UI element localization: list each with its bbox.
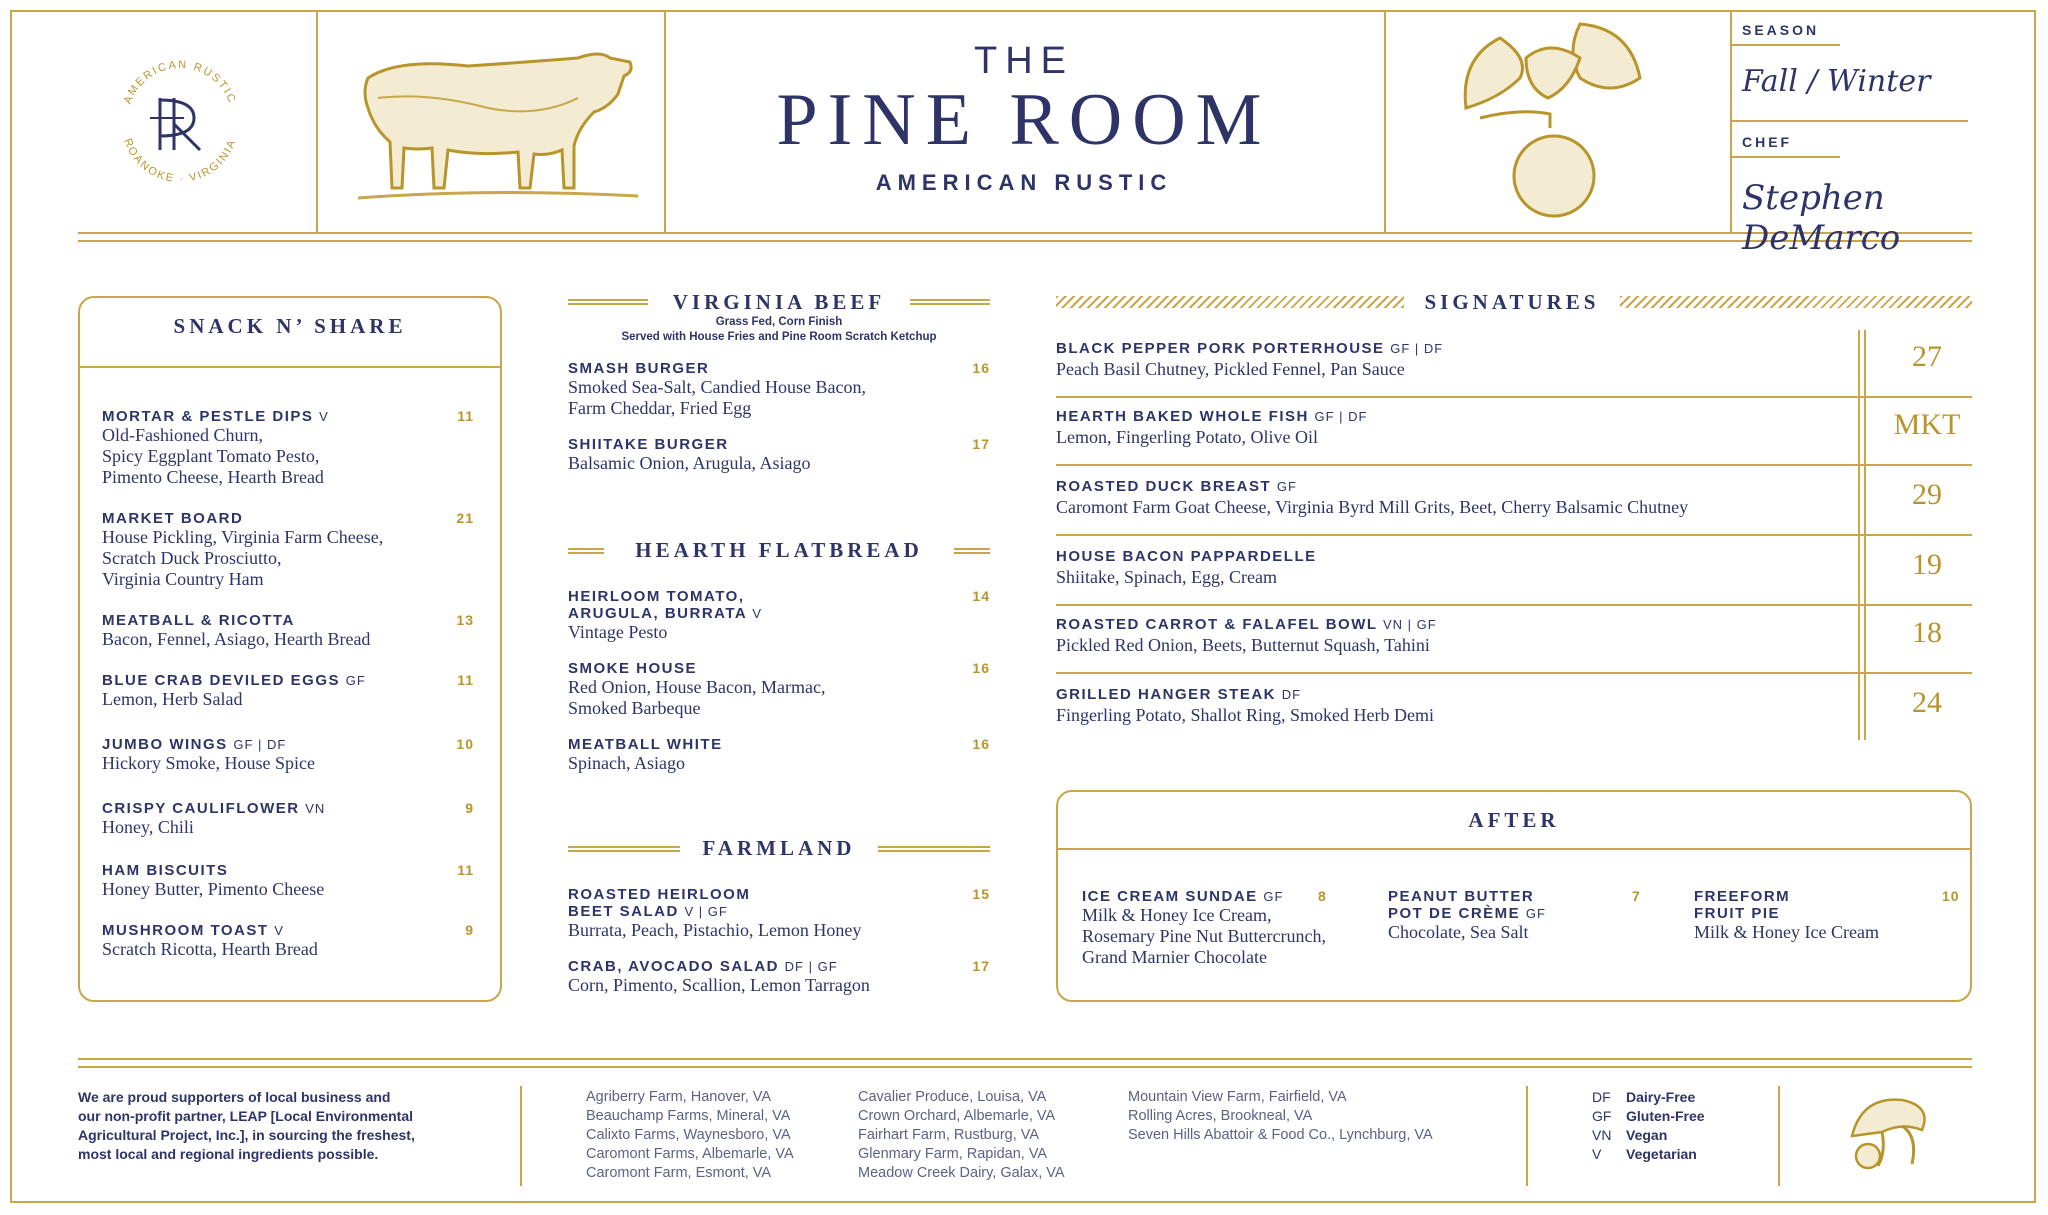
item-name [568, 736, 990, 753]
dietary-tag: GF | DF [1314, 409, 1368, 424]
svg-text:ROANOKE · VIRGINIA: ROANOKE · VIRGINIA [121, 136, 239, 186]
item-price: 16 [972, 360, 990, 376]
item-name-text: CRISPY CAULIFLOWER [102, 800, 300, 817]
item-description: Smoked Sea-Salt, Candied House Bacon, [568, 377, 866, 397]
flatbread-title: HEARTH FLATBREAD [635, 538, 923, 562]
item-price: 29 [1912, 478, 1942, 511]
item-description: Spinach, Asiago [568, 753, 685, 773]
farmland-title: FARMLAND [702, 836, 856, 860]
dessert-item [1388, 888, 1652, 943]
item-description: Corn, Pimento, Scallion, Lemon Tarragon [568, 975, 870, 995]
item-price: 17 [972, 958, 990, 974]
beef-item [568, 360, 990, 419]
item-name [568, 360, 990, 377]
item-name-text: MEATBALL & RICOTTA [102, 612, 295, 629]
item-price: 9 [465, 922, 474, 938]
chef-name: Stephen DeMarco [1742, 178, 1901, 258]
item-description: Pimento Cheese, Hearth Bread [102, 467, 324, 487]
item-description: Bacon, Fennel, Asiago, Hearth Bread [102, 629, 371, 649]
footer-divider [1526, 1086, 1528, 1186]
dietary-tag: GF [1525, 906, 1546, 921]
snack-item [102, 800, 474, 838]
item-price: 19 [1912, 548, 1942, 581]
footer-divider [1778, 1086, 1780, 1186]
diet-legend: DF Dairy-Free GF Gluten-Free VN Vegan V Vegetarian [1592, 1089, 1705, 1162]
item-name-text: MEATBALL WHITE [568, 736, 723, 753]
restaurant-tagline: AMERICAN RUSTIC [875, 170, 1173, 195]
item-name [1694, 888, 1962, 922]
signature-item [1056, 616, 1972, 656]
item-name [102, 612, 474, 629]
item-description: Red Onion, House Bacon, Marmac, [568, 677, 826, 697]
item-price: 13 [456, 612, 474, 628]
season-rule [1732, 120, 1968, 122]
item-description: Virginia Country Ham [102, 569, 264, 589]
item-description: Scratch Duck Prosciutto, [102, 548, 282, 568]
item-name-text: SMASH BURGER [568, 360, 710, 377]
item-name [568, 886, 990, 920]
item-price: 14 [972, 588, 990, 604]
header-bottom-rule [78, 240, 1972, 242]
signature-item [1056, 548, 1972, 588]
snack-item [102, 672, 474, 710]
restaurant-name: PINE ROOM [776, 79, 1272, 161]
item-description: Pickled Red Onion, Beets, Butternut Squash, Tahini [1056, 635, 1430, 655]
item-price: 11 [457, 862, 474, 878]
signature-item [1056, 686, 1972, 726]
signatures-hatch [1056, 296, 1404, 308]
item-name-text: HAM BISCUITS [102, 862, 229, 879]
mushroom-illustration-icon [1842, 1086, 1942, 1172]
item-name-text: ARUGULA, BURRATA [568, 605, 747, 622]
item-description: Hickory Smoke, House Spice [102, 753, 315, 773]
item-description: Milk & Honey Ice Cream, [1082, 905, 1272, 925]
item-description: Grand Marnier Chocolate [1082, 947, 1267, 967]
item-description: Balsamic Onion, Arugula, Asiago [568, 453, 811, 473]
farm-list: Agriberry Farm, Hanover, VA Beauchamp Farms, Mineral, VA Calixto Farms, Waynesboro, VA Caromont Farms, Albemarle, VA Caromont Farm, Esmont, VA [586, 1089, 794, 1181]
dietary-tag: V [274, 923, 284, 938]
signatures-hatch [1620, 296, 1972, 308]
title-the: THE [974, 40, 1074, 82]
item-name [1056, 478, 1972, 495]
flatbread-item [568, 660, 990, 719]
item-price: 21 [456, 510, 474, 526]
item-name-text: FREEFORM [1694, 888, 1791, 905]
dietary-tag: GF [1263, 889, 1284, 904]
item-description: House Pickling, Virginia Farm Cheese, [102, 527, 384, 547]
item-name [102, 862, 474, 879]
item-name [568, 588, 990, 622]
item-name-text: MUSHROOM TOAST [102, 922, 269, 939]
item-description: Chocolate, Sea Salt [1388, 922, 1529, 942]
beef-subtitle: Grass Fed, Corn Finish [715, 316, 843, 328]
item-name [102, 922, 474, 939]
beef-subtitle: Served with House Fries and Pine Room Scratch Ketchup [621, 331, 937, 343]
item-name [1056, 616, 1972, 633]
item-name [1056, 340, 1972, 357]
flatbread-item [568, 736, 990, 774]
header-top-rule [10, 10, 2036, 12]
item-price: 17 [972, 436, 990, 452]
apple-illustration-icon [1440, 18, 1670, 218]
beef-item [568, 436, 990, 474]
dietary-tag: VN [305, 801, 326, 816]
item-price: 24 [1912, 686, 1942, 719]
snack-item [102, 862, 474, 900]
item-name-text: BEET SALAD [568, 903, 679, 920]
after-title-rule [1056, 848, 1972, 850]
item-description: Old-Fashioned Churn, [102, 425, 263, 445]
item-price: 8 [1318, 888, 1327, 904]
signatures-title: SIGNATURES [1424, 290, 1600, 314]
item-name [1056, 408, 1972, 425]
item-name [102, 510, 474, 527]
item-name [102, 800, 474, 817]
item-price: 10 [456, 736, 474, 752]
item-name [1056, 548, 1972, 565]
row-divider [1056, 534, 1972, 536]
item-description: Scratch Ricotta, Hearth Bread [102, 939, 318, 959]
item-name [1082, 888, 1338, 905]
dietary-tag: GF | DF [1390, 341, 1444, 356]
item-name-text: HOUSE BACON PAPPARDELLE [1056, 548, 1317, 565]
item-description: Farm Cheddar, Fried Egg [568, 398, 752, 418]
snack-item [102, 510, 474, 590]
item-description: Fingerling Potato, Shallot Ring, Smoked Herb Demi [1056, 705, 1434, 725]
item-description: Honey Butter, Pimento Cheese [102, 879, 325, 899]
snack-title: SNACK N’ SHARE [173, 314, 407, 338]
farm-list: Mountain View Farm, Fairfield, VA Rolling Acres, Brookneal, VA Seven Hills Abattoir & Food Co., Lynchburg, VA [1128, 1089, 1433, 1143]
item-description: Lemon, Fingerling Potato, Olive Oil [1056, 427, 1318, 447]
item-name [1388, 888, 1652, 922]
dietary-tag: GF [345, 673, 366, 688]
item-description: Smoked Barbeque [568, 698, 701, 718]
farm-list: Cavalier Produce, Louisa, VA Crown Orchard, Albemarle, VA Fairhart Farm, Rustburg, VA Glenmary Farm, Rapidan, VA Meadow Creek Dairy, Galax, VA [858, 1089, 1065, 1181]
dietary-tag: GF [1276, 479, 1297, 494]
item-price: 16 [972, 736, 990, 752]
item-price: MKT [1893, 408, 1961, 441]
header-bottom-rule [78, 232, 1972, 234]
item-price: 16 [972, 660, 990, 676]
item-description: Caromont Farm Goat Cheese, Virginia Byrd Mill Grits, Beet, Cherry Balsamic Chutney [1056, 497, 1689, 517]
chef-rule [1732, 156, 1840, 158]
item-name-text: HEIRLOOM TOMATO, [568, 588, 745, 605]
farmland-item [568, 886, 990, 941]
footer-divider [520, 1086, 522, 1186]
dietary-tag: GF | DF [233, 737, 287, 752]
after-title: AFTER [1468, 808, 1560, 832]
item-description: Lemon, Herb Salad [102, 689, 243, 709]
item-description: Milk & Honey Ice Cream [1694, 922, 1879, 942]
dietary-tag: VN | GF [1382, 617, 1437, 632]
item-price: 10 [1942, 888, 1960, 904]
item-description: Rosemary Pine Nut Buttercrunch, [1082, 926, 1326, 946]
item-price: 27 [1912, 340, 1942, 373]
item-name-text: ROASTED CARROT & FALAFEL BOWL [1056, 616, 1378, 633]
item-name-text: BLUE CRAB DEVILED EGGS [102, 672, 341, 689]
item-price: 7 [1632, 888, 1641, 904]
row-divider [1056, 464, 1972, 466]
item-name-text: ICE CREAM SUNDAE [1082, 888, 1258, 905]
item-name-text: SMOKE HOUSE [568, 660, 698, 677]
row-divider [1056, 604, 1972, 606]
item-name [568, 436, 990, 453]
dessert-item [1082, 888, 1338, 968]
dietary-tag: DF | GF [784, 959, 838, 974]
item-name-text: PEANUT BUTTER [1388, 888, 1535, 905]
dietary-tag: V | GF [684, 904, 728, 919]
item-name-text: POT DE CRÈME [1388, 905, 1521, 922]
farmland-item [568, 958, 990, 996]
chef-label: CHEF [1742, 134, 1793, 150]
item-name-text: JUMBO WINGS [102, 736, 228, 753]
signature-item [1056, 408, 1972, 448]
item-name [102, 408, 474, 425]
svg-text:AMERICAN RUSTIC: AMERICAN RUSTIC [121, 58, 239, 106]
beef-title: VIRGINIA BEEF [672, 290, 886, 314]
item-price: 15 [972, 886, 990, 902]
snack-item [102, 612, 474, 650]
snack-title-rule [78, 366, 502, 368]
item-description: Honey, Chili [102, 817, 194, 837]
item-price: 11 [457, 408, 474, 424]
item-name [568, 958, 990, 975]
item-price: 18 [1912, 616, 1942, 649]
item-name-text: ROASTED DUCK BREAST [1056, 478, 1272, 495]
item-description: Peach Basil Chutney, Pickled Fennel, Pan Sauce [1056, 359, 1405, 379]
snack-item [102, 736, 474, 774]
footer-statement: We are proud supporters of local business and our non-profit partner, LEAP [Local Environmental Agricultural Project, Inc.], in sourcing the freshest, most local and regional ingredients possible. [78, 1089, 415, 1162]
item-name [102, 672, 474, 689]
item-name-text: MARKET BOARD [102, 510, 244, 527]
item-name [568, 660, 990, 677]
item-name-text: GRILLED HANGER STEAK [1056, 686, 1277, 703]
dietary-tag: V [319, 409, 329, 424]
item-price: 11 [457, 672, 474, 688]
flatbread-item [568, 588, 990, 643]
item-name-text: MORTAR & PESTLE DIPS [102, 408, 314, 425]
item-name-text: SHIITAKE BURGER [568, 436, 729, 453]
item-name-text: HEARTH BAKED WHOLE FISH [1056, 408, 1309, 425]
season-value: Fall / Winter [1742, 64, 1931, 99]
item-description: Vintage Pesto [568, 622, 668, 642]
row-divider [1056, 672, 1972, 674]
item-name-text: BLACK PEPPER PORK PORTERHOUSE [1056, 340, 1385, 357]
item-description: Shiitake, Spinach, Egg, Cream [1056, 567, 1277, 587]
snack-item [102, 922, 474, 960]
signature-item [1056, 340, 1972, 380]
item-name-text: CRAB, AVOCADO SALAD [568, 958, 779, 975]
row-divider [1056, 396, 1972, 398]
snack-item [102, 408, 474, 488]
dessert-item [1694, 888, 1962, 943]
season-rule [1732, 44, 1840, 46]
dietary-tag: DF [1281, 687, 1302, 702]
item-name [102, 736, 474, 753]
season-label: SEASON [1742, 22, 1820, 38]
item-name-text: FRUIT PIE [1694, 905, 1781, 922]
item-name-text: ROASTED HEIRLOOM [568, 886, 751, 903]
dietary-tag: V [752, 606, 763, 621]
footer-rule [78, 1058, 1972, 1060]
signature-item [1056, 478, 1972, 518]
footer-rule [78, 1066, 1972, 1068]
item-description: Spicy Eggplant Tomato Pesto, [102, 446, 320, 466]
item-name [1056, 686, 1972, 703]
item-price: 9 [465, 800, 474, 816]
item-description: Burrata, Peach, Pistachio, Lemon Honey [568, 920, 862, 940]
